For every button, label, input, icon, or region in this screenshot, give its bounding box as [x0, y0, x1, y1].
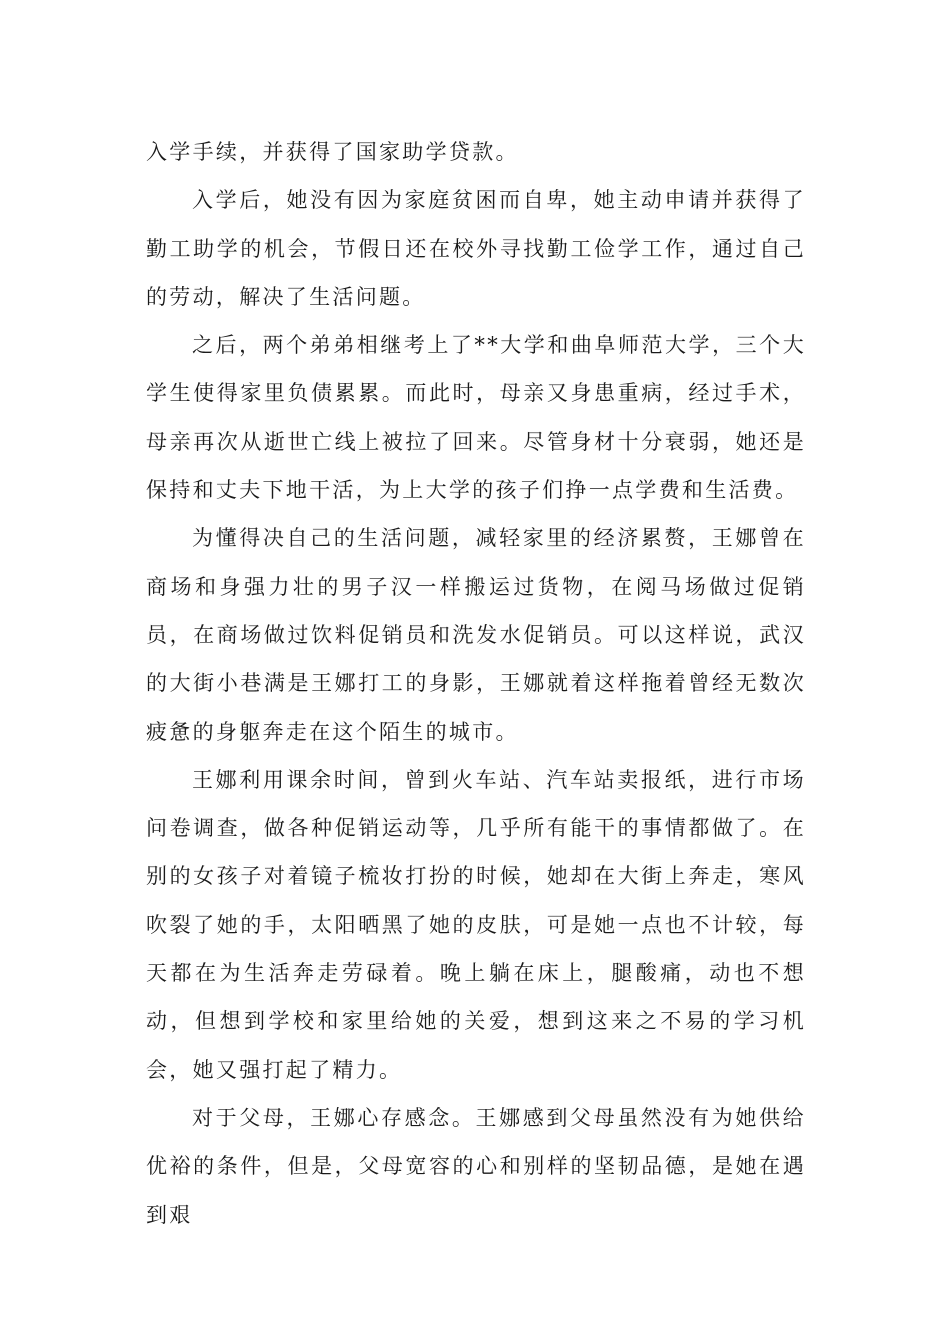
- document-body: [146, 128, 806, 1239]
- paragraph-3: 之后，两个弟弟相继考上了**大学和曲阜师范大学，三个大学生使得家里负债累累。而此时，母亲又身患重病，经过手术，母亲再次从逝世亡线上被拉了回来。尽管身材十分衰弱，她还是保持和丈夫下地干活，为上大学的孩子们挣一点学费和生活费。: [146, 333, 806, 503]
- paragraph-1: 入学手续，并获得了国家助学贷款。: [146, 140, 519, 164]
- paragraph-4: 为懂得决自己的生活问题，减轻家里的经济累赘，王娜曾在商场和身强力壮的男子汉一样搬运过货物，在阅马场做过促销员，在商场做过饮料促销员和洗发水促销员。可以这样说，武汉的大街小巷满是王娜打工的身影，王娜就着这样拖着曾经无数次疲惫的身躯奔走在这个陌生的城市。: [146, 526, 806, 744]
- paragraph-2: 入学后，她没有因为家庭贫困而自卑，她主动申请并获得了勤工助学的机会，节假日还在校外寻找勤工俭学工作，通过自己的劳动，解决了生活问题。: [146, 188, 806, 309]
- paragraph-5: 王娜利用课余时间，曾到火车站、汽车站卖报纸，进行市场问卷调查，做各种促销运动等，几乎所有能干的事情都做了。在别的女孩子对着镜子梳妆打扮的时候，她却在大街上奔走，寒风吹裂了她的手，太阳晒黑了她的皮肤，可是她一点也不计较，每天都在为生活奔走劳碌着。晚上躺在床上，腿酸痛，动也不想动，但想到学校和家里给她的关爱，想到这来之不易的学习机会，她又强打起了精力。: [146, 767, 806, 1082]
- paragraph-6: 对于父母，王娜心存感念。王娜感到父母虽然没有为她供给优裕的条件，但是，父母宽容的心和别样的坚韧品德，是她在遇到艰: [146, 1105, 806, 1227]
